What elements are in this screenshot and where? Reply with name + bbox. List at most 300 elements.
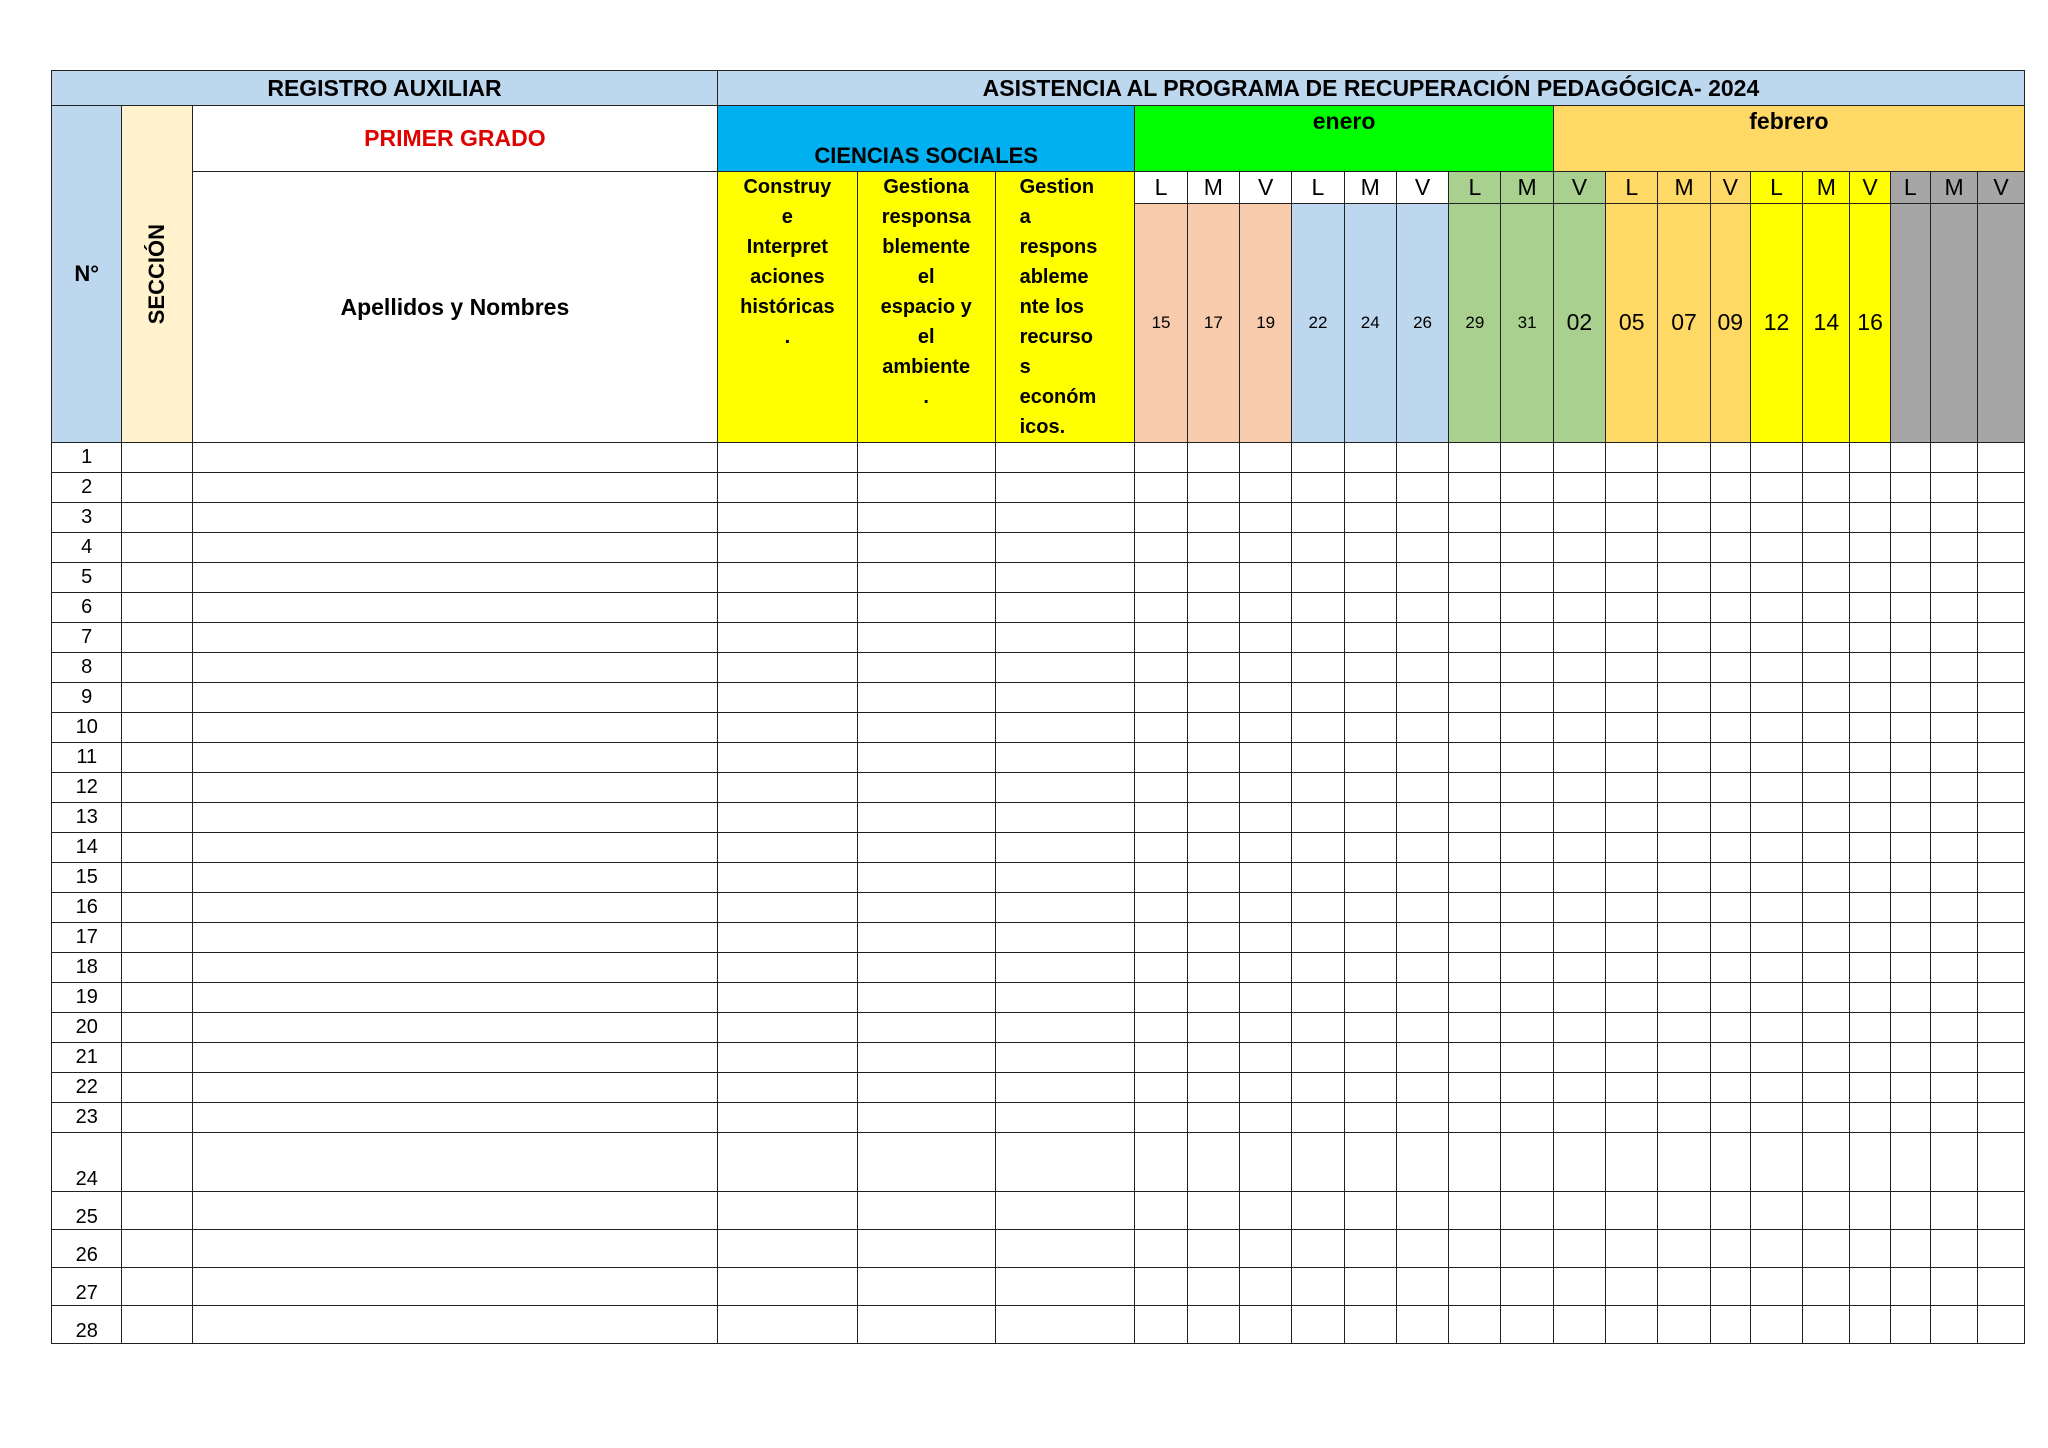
grade-cell[interactable] — [1501, 503, 1553, 533]
grade-cell[interactable] — [1978, 533, 2025, 563]
grade-cell[interactable] — [995, 863, 1135, 893]
grade-cell[interactable] — [1187, 443, 1239, 473]
grade-cell[interactable] — [1658, 833, 1710, 863]
grade-cell[interactable] — [995, 443, 1135, 473]
grade-cell[interactable] — [1344, 923, 1396, 953]
grade-cell[interactable] — [1187, 893, 1239, 923]
grade-cell[interactable] — [1553, 473, 1605, 503]
grade-cell[interactable] — [1750, 863, 1802, 893]
grade-cell[interactable] — [1553, 983, 1605, 1013]
grade-cell[interactable] — [1449, 953, 1501, 983]
grade-cell[interactable] — [1553, 1013, 1605, 1043]
section-cell[interactable] — [122, 803, 192, 833]
grade-cell[interactable] — [857, 503, 995, 533]
grade-cell[interactable] — [1930, 983, 1977, 1013]
grade-cell[interactable] — [1850, 833, 1890, 863]
grade-cell[interactable] — [1501, 593, 1553, 623]
grade-cell[interactable] — [1930, 713, 1977, 743]
grade-cell[interactable] — [1930, 1103, 1977, 1133]
grade-cell[interactable] — [1553, 833, 1605, 863]
grade-cell[interactable] — [1890, 623, 1930, 653]
grade-cell[interactable] — [717, 803, 857, 833]
grade-cell[interactable] — [1187, 1043, 1239, 1073]
name-cell[interactable] — [192, 1073, 717, 1103]
grade-cell[interactable] — [1750, 953, 1802, 983]
grade-cell[interactable] — [1710, 773, 1750, 803]
grade-cell[interactable] — [1292, 683, 1344, 713]
grade-cell[interactable] — [1344, 563, 1396, 593]
grade-cell[interactable] — [1240, 923, 1292, 953]
grade-cell[interactable] — [1501, 773, 1553, 803]
section-cell[interactable] — [122, 653, 192, 683]
grade-cell[interactable] — [1187, 1013, 1239, 1043]
grade-cell[interactable] — [857, 533, 995, 563]
grade-cell[interactable] — [1240, 653, 1292, 683]
name-cell[interactable] — [192, 1306, 717, 1344]
grade-cell[interactable] — [1449, 1306, 1501, 1344]
grade-cell[interactable] — [1930, 833, 1977, 863]
grade-cell[interactable] — [1710, 503, 1750, 533]
grade-cell[interactable] — [1135, 1103, 1187, 1133]
grade-cell[interactable] — [1344, 1103, 1396, 1133]
grade-cell[interactable] — [1449, 743, 1501, 773]
grade-cell[interactable] — [1553, 893, 1605, 923]
section-cell[interactable] — [122, 1103, 192, 1133]
grade-cell[interactable] — [1187, 1192, 1239, 1230]
grade-cell[interactable] — [1240, 1013, 1292, 1043]
grade-cell[interactable] — [717, 713, 857, 743]
grade-cell[interactable] — [1803, 713, 1850, 743]
grade-cell[interactable] — [1501, 533, 1553, 563]
grade-cell[interactable] — [1449, 1268, 1501, 1306]
grade-cell[interactable] — [1930, 923, 1977, 953]
grade-cell[interactable] — [1135, 1013, 1187, 1043]
grade-cell[interactable] — [1606, 863, 1658, 893]
grade-cell[interactable] — [1135, 773, 1187, 803]
grade-cell[interactable] — [1292, 473, 1344, 503]
grade-cell[interactable] — [1553, 953, 1605, 983]
grade-cell[interactable] — [1930, 1043, 1977, 1073]
grade-cell[interactable] — [1135, 953, 1187, 983]
grade-cell[interactable] — [1396, 953, 1448, 983]
grade-cell[interactable] — [1135, 1268, 1187, 1306]
grade-cell[interactable] — [1710, 743, 1750, 773]
grade-cell[interactable] — [1850, 923, 1890, 953]
grade-cell[interactable] — [995, 1073, 1135, 1103]
grade-cell[interactable] — [1449, 1073, 1501, 1103]
grade-cell[interactable] — [1710, 653, 1750, 683]
grade-cell[interactable] — [1658, 923, 1710, 953]
grade-cell[interactable] — [1187, 503, 1239, 533]
grade-cell[interactable] — [1396, 1043, 1448, 1073]
grade-cell[interactable] — [1658, 1230, 1710, 1268]
grade-cell[interactable] — [1344, 1268, 1396, 1306]
grade-cell[interactable] — [1978, 593, 2025, 623]
grade-cell[interactable] — [1553, 1133, 1605, 1192]
grade-cell[interactable] — [1449, 983, 1501, 1013]
grade-cell[interactable] — [1850, 1103, 1890, 1133]
grade-cell[interactable] — [1606, 563, 1658, 593]
grade-cell[interactable] — [1978, 713, 2025, 743]
name-cell[interactable] — [192, 953, 717, 983]
grade-cell[interactable] — [995, 593, 1135, 623]
grade-cell[interactable] — [1606, 833, 1658, 863]
grade-cell[interactable] — [1930, 863, 1977, 893]
name-cell[interactable] — [192, 713, 717, 743]
grade-cell[interactable] — [1396, 983, 1448, 1013]
grade-cell[interactable] — [1344, 983, 1396, 1013]
grade-cell[interactable] — [1750, 1133, 1802, 1192]
grade-cell[interactable] — [1890, 863, 1930, 893]
grade-cell[interactable] — [1292, 1073, 1344, 1103]
grade-cell[interactable] — [857, 443, 995, 473]
grade-cell[interactable] — [1135, 803, 1187, 833]
grade-cell[interactable] — [1658, 503, 1710, 533]
grade-cell[interactable] — [1750, 1230, 1802, 1268]
grade-cell[interactable] — [1396, 743, 1448, 773]
grade-cell[interactable] — [1890, 1306, 1930, 1344]
grade-cell[interactable] — [1240, 893, 1292, 923]
grade-cell[interactable] — [995, 1013, 1135, 1043]
grade-cell[interactable] — [1606, 1306, 1658, 1344]
grade-cell[interactable] — [1292, 833, 1344, 863]
grade-cell[interactable] — [1135, 1043, 1187, 1073]
grade-cell[interactable] — [1803, 953, 1850, 983]
grade-cell[interactable] — [857, 893, 995, 923]
grade-cell[interactable] — [1396, 653, 1448, 683]
grade-cell[interactable] — [1553, 533, 1605, 563]
grade-cell[interactable] — [1449, 683, 1501, 713]
grade-cell[interactable] — [1292, 443, 1344, 473]
grade-cell[interactable] — [1750, 803, 1802, 833]
grade-cell[interactable] — [717, 1268, 857, 1306]
grade-cell[interactable] — [1710, 1013, 1750, 1043]
grade-cell[interactable] — [1396, 1268, 1448, 1306]
grade-cell[interactable] — [857, 743, 995, 773]
grade-cell[interactable] — [995, 983, 1135, 1013]
grade-cell[interactable] — [1292, 983, 1344, 1013]
grade-cell[interactable] — [1710, 803, 1750, 833]
grade-cell[interactable] — [717, 653, 857, 683]
grade-cell[interactable] — [1240, 773, 1292, 803]
section-cell[interactable] — [122, 983, 192, 1013]
grade-cell[interactable] — [1344, 1043, 1396, 1073]
name-cell[interactable] — [192, 623, 717, 653]
grade-cell[interactable] — [1750, 1103, 1802, 1133]
name-cell[interactable] — [192, 1013, 717, 1043]
grade-cell[interactable] — [1449, 713, 1501, 743]
grade-cell[interactable] — [1930, 533, 1977, 563]
grade-cell[interactable] — [1344, 683, 1396, 713]
grade-cell[interactable] — [1292, 893, 1344, 923]
grade-cell[interactable] — [1606, 1133, 1658, 1192]
grade-cell[interactable] — [1501, 1268, 1553, 1306]
grade-cell[interactable] — [717, 923, 857, 953]
grade-cell[interactable] — [1135, 683, 1187, 713]
grade-cell[interactable] — [1890, 1133, 1930, 1192]
grade-cell[interactable] — [1750, 1192, 1802, 1230]
grade-cell[interactable] — [1803, 983, 1850, 1013]
grade-cell[interactable] — [717, 833, 857, 863]
grade-cell[interactable] — [995, 923, 1135, 953]
grade-cell[interactable] — [1930, 1192, 1977, 1230]
grade-cell[interactable] — [857, 1013, 995, 1043]
grade-cell[interactable] — [1292, 713, 1344, 743]
grade-cell[interactable] — [1930, 1306, 1977, 1344]
grade-cell[interactable] — [995, 773, 1135, 803]
grade-cell[interactable] — [1890, 593, 1930, 623]
grade-cell[interactable] — [1501, 983, 1553, 1013]
grade-cell[interactable] — [1396, 893, 1448, 923]
grade-cell[interactable] — [857, 773, 995, 803]
grade-cell[interactable] — [1501, 1043, 1553, 1073]
grade-cell[interactable] — [1930, 953, 1977, 983]
grade-cell[interactable] — [1449, 533, 1501, 563]
grade-cell[interactable] — [1606, 593, 1658, 623]
grade-cell[interactable] — [1658, 563, 1710, 593]
name-cell[interactable] — [192, 533, 717, 563]
grade-cell[interactable] — [1396, 1073, 1448, 1103]
grade-cell[interactable] — [1187, 833, 1239, 863]
grade-cell[interactable] — [1396, 713, 1448, 743]
grade-cell[interactable] — [1930, 803, 1977, 833]
grade-cell[interactable] — [1850, 1043, 1890, 1073]
grade-cell[interactable] — [1240, 623, 1292, 653]
grade-cell[interactable] — [1803, 623, 1850, 653]
grade-cell[interactable] — [1135, 473, 1187, 503]
grade-cell[interactable] — [1553, 923, 1605, 953]
grade-cell[interactable] — [1850, 473, 1890, 503]
grade-cell[interactable] — [1187, 743, 1239, 773]
grade-cell[interactable] — [857, 623, 995, 653]
grade-cell[interactable] — [1750, 593, 1802, 623]
section-cell[interactable] — [122, 563, 192, 593]
grade-cell[interactable] — [1930, 773, 1977, 803]
grade-cell[interactable] — [1890, 1043, 1930, 1073]
grade-cell[interactable] — [1240, 443, 1292, 473]
grade-cell[interactable] — [1501, 1133, 1553, 1192]
grade-cell[interactable] — [1396, 443, 1448, 473]
grade-cell[interactable] — [1978, 803, 2025, 833]
grade-cell[interactable] — [1553, 623, 1605, 653]
grade-cell[interactable] — [1890, 743, 1930, 773]
grade-cell[interactable] — [1750, 623, 1802, 653]
grade-cell[interactable] — [1978, 1192, 2025, 1230]
section-cell[interactable] — [122, 953, 192, 983]
grade-cell[interactable] — [1850, 743, 1890, 773]
grade-cell[interactable] — [1344, 503, 1396, 533]
grade-cell[interactable] — [995, 533, 1135, 563]
name-cell[interactable] — [192, 1103, 717, 1133]
grade-cell[interactable] — [1292, 1133, 1344, 1192]
grade-cell[interactable] — [1501, 1230, 1553, 1268]
grade-cell[interactable] — [1890, 683, 1930, 713]
grade-cell[interactable] — [1658, 653, 1710, 683]
name-cell[interactable] — [192, 653, 717, 683]
name-cell[interactable] — [192, 983, 717, 1013]
grade-cell[interactable] — [1292, 923, 1344, 953]
grade-cell[interactable] — [1930, 563, 1977, 593]
grade-cell[interactable] — [1850, 443, 1890, 473]
grade-cell[interactable] — [1930, 653, 1977, 683]
name-cell[interactable] — [192, 503, 717, 533]
grade-cell[interactable] — [1710, 713, 1750, 743]
grade-cell[interactable] — [1658, 1192, 1710, 1230]
grade-cell[interactable] — [1187, 773, 1239, 803]
grade-cell[interactable] — [1396, 1306, 1448, 1344]
grade-cell[interactable] — [1803, 833, 1850, 863]
grade-cell[interactable] — [1135, 923, 1187, 953]
grade-cell[interactable] — [1850, 1133, 1890, 1192]
name-cell[interactable] — [192, 563, 717, 593]
grade-cell[interactable] — [1978, 1043, 2025, 1073]
grade-cell[interactable] — [857, 653, 995, 683]
grade-cell[interactable] — [1850, 803, 1890, 833]
grade-cell[interactable] — [1240, 983, 1292, 1013]
grade-cell[interactable] — [1292, 533, 1344, 563]
grade-cell[interactable] — [1553, 863, 1605, 893]
grade-cell[interactable] — [1553, 1103, 1605, 1133]
grade-cell[interactable] — [1396, 533, 1448, 563]
section-cell[interactable] — [122, 833, 192, 863]
grade-cell[interactable] — [1890, 653, 1930, 683]
grade-cell[interactable] — [995, 743, 1135, 773]
section-cell[interactable] — [122, 623, 192, 653]
grade-cell[interactable] — [1606, 1073, 1658, 1103]
grade-cell[interactable] — [717, 1073, 857, 1103]
grade-cell[interactable] — [1978, 833, 2025, 863]
grade-cell[interactable] — [1553, 1230, 1605, 1268]
grade-cell[interactable] — [1978, 923, 2025, 953]
grade-cell[interactable] — [1501, 683, 1553, 713]
grade-cell[interactable] — [1710, 473, 1750, 503]
grade-cell[interactable] — [1344, 533, 1396, 563]
grade-cell[interactable] — [1292, 773, 1344, 803]
grade-cell[interactable] — [1978, 1268, 2025, 1306]
grade-cell[interactable] — [1187, 953, 1239, 983]
section-cell[interactable] — [122, 1268, 192, 1306]
grade-cell[interactable] — [1135, 983, 1187, 1013]
grade-cell[interactable] — [1344, 893, 1396, 923]
grade-cell[interactable] — [1710, 1073, 1750, 1103]
grade-cell[interactable] — [1240, 533, 1292, 563]
grade-cell[interactable] — [1890, 923, 1930, 953]
grade-cell[interactable] — [1396, 1013, 1448, 1043]
grade-cell[interactable] — [1803, 803, 1850, 833]
grade-cell[interactable] — [1710, 623, 1750, 653]
grade-cell[interactable] — [1850, 533, 1890, 563]
grade-cell[interactable] — [995, 683, 1135, 713]
grade-cell[interactable] — [1292, 1013, 1344, 1043]
name-cell[interactable] — [192, 473, 717, 503]
grade-cell[interactable] — [1803, 1230, 1850, 1268]
grade-cell[interactable] — [1658, 803, 1710, 833]
grade-cell[interactable] — [1553, 713, 1605, 743]
grade-cell[interactable] — [1240, 833, 1292, 863]
grade-cell[interactable] — [1930, 443, 1977, 473]
grade-cell[interactable] — [1240, 713, 1292, 743]
grade-cell[interactable] — [1978, 1230, 2025, 1268]
grade-cell[interactable] — [1292, 743, 1344, 773]
grade-cell[interactable] — [1292, 593, 1344, 623]
grade-cell[interactable] — [1606, 953, 1658, 983]
grade-cell[interactable] — [1803, 743, 1850, 773]
grade-cell[interactable] — [1135, 1073, 1187, 1103]
grade-cell[interactable] — [1187, 1268, 1239, 1306]
grade-cell[interactable] — [1978, 743, 2025, 773]
grade-cell[interactable] — [1292, 1103, 1344, 1133]
grade-cell[interactable] — [1803, 473, 1850, 503]
grade-cell[interactable] — [857, 833, 995, 863]
grade-cell[interactable] — [995, 893, 1135, 923]
grade-cell[interactable] — [1850, 623, 1890, 653]
grade-cell[interactable] — [1396, 593, 1448, 623]
grade-cell[interactable] — [1890, 833, 1930, 863]
grade-cell[interactable] — [1187, 863, 1239, 893]
section-cell[interactable] — [122, 533, 192, 563]
grade-cell[interactable] — [1553, 773, 1605, 803]
grade-cell[interactable] — [1449, 473, 1501, 503]
grade-cell[interactable] — [1449, 563, 1501, 593]
grade-cell[interactable] — [1187, 563, 1239, 593]
grade-cell[interactable] — [1606, 803, 1658, 833]
grade-cell[interactable] — [1240, 743, 1292, 773]
grade-cell[interactable] — [1606, 1103, 1658, 1133]
grade-cell[interactable] — [1187, 1073, 1239, 1103]
grade-cell[interactable] — [1344, 743, 1396, 773]
grade-cell[interactable] — [717, 893, 857, 923]
grade-cell[interactable] — [1710, 923, 1750, 953]
grade-cell[interactable] — [1606, 1230, 1658, 1268]
grade-cell[interactable] — [1658, 773, 1710, 803]
grade-cell[interactable] — [1803, 893, 1850, 923]
grade-cell[interactable] — [995, 1268, 1135, 1306]
grade-cell[interactable] — [1850, 503, 1890, 533]
grade-cell[interactable] — [1930, 503, 1977, 533]
grade-cell[interactable] — [1606, 773, 1658, 803]
grade-cell[interactable] — [1553, 1268, 1605, 1306]
name-cell[interactable] — [192, 1043, 717, 1073]
grade-cell[interactable] — [1449, 833, 1501, 863]
grade-cell[interactable] — [1930, 893, 1977, 923]
grade-cell[interactable] — [1978, 1013, 2025, 1043]
grade-cell[interactable] — [995, 1043, 1135, 1073]
grade-cell[interactable] — [1187, 683, 1239, 713]
grade-cell[interactable] — [1187, 713, 1239, 743]
grade-cell[interactable] — [1850, 1230, 1890, 1268]
grade-cell[interactable] — [1850, 683, 1890, 713]
grade-cell[interactable] — [1978, 683, 2025, 713]
grade-cell[interactable] — [1890, 533, 1930, 563]
grade-cell[interactable] — [995, 623, 1135, 653]
grade-cell[interactable] — [1187, 593, 1239, 623]
grade-cell[interactable] — [1750, 1013, 1802, 1043]
grade-cell[interactable] — [1803, 1043, 1850, 1073]
grade-cell[interactable] — [1501, 1192, 1553, 1230]
section-cell[interactable] — [122, 503, 192, 533]
grade-cell[interactable] — [1449, 863, 1501, 893]
grade-cell[interactable] — [1658, 1103, 1710, 1133]
grade-cell[interactable] — [1850, 653, 1890, 683]
grade-cell[interactable] — [1750, 923, 1802, 953]
grade-cell[interactable] — [717, 863, 857, 893]
grade-cell[interactable] — [1449, 1133, 1501, 1192]
grade-cell[interactable] — [1606, 473, 1658, 503]
grade-cell[interactable] — [1890, 773, 1930, 803]
grade-cell[interactable] — [1658, 443, 1710, 473]
grade-cell[interactable] — [1658, 983, 1710, 1013]
grade-cell[interactable] — [1658, 623, 1710, 653]
